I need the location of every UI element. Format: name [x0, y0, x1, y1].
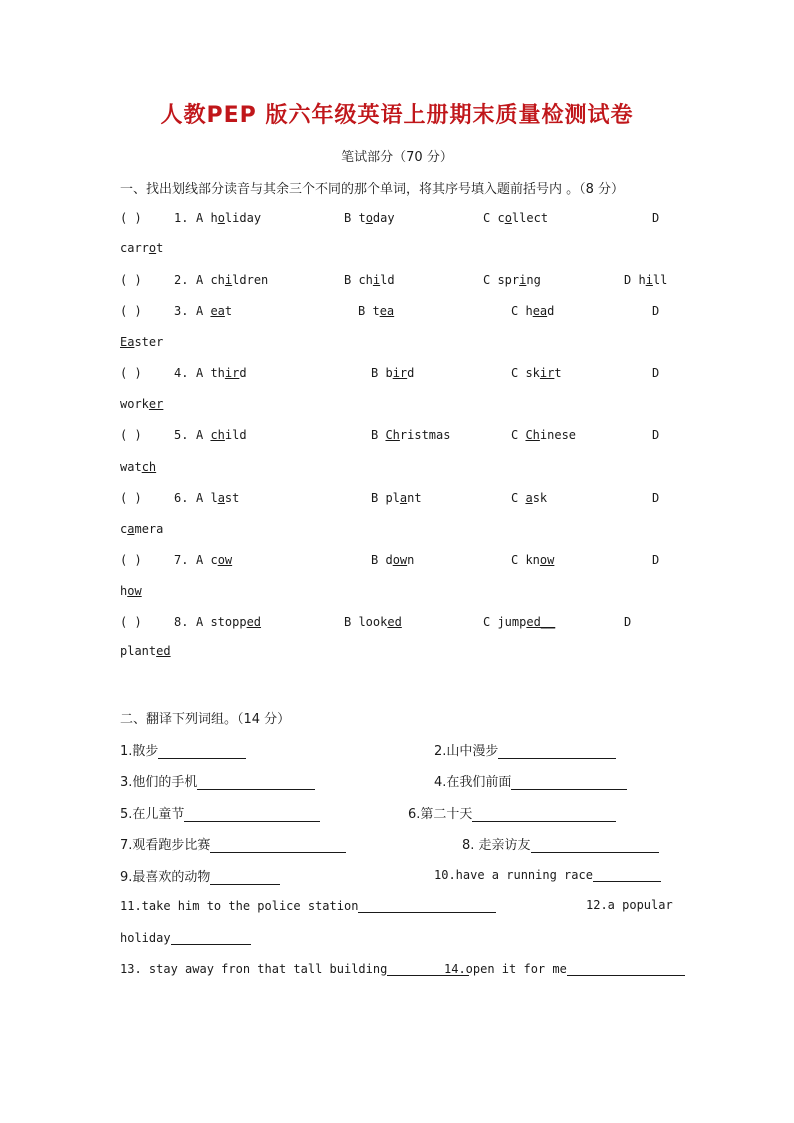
- question-number: 6.: [174, 491, 189, 505]
- question-number: 2.: [174, 273, 189, 287]
- translation-item-3: [120, 771, 315, 790]
- translation-item-2: [434, 740, 616, 759]
- option-d: planted: [120, 644, 171, 658]
- answer-blank[interactable]: [210, 870, 280, 885]
- translation-prompt: 2.山中漫步: [434, 744, 499, 759]
- answer-blank[interactable]: [472, 807, 616, 822]
- underlined-letters: ea: [379, 304, 395, 318]
- underlined-letters: ed__: [526, 615, 556, 629]
- underlined-letters: er: [148, 397, 164, 411]
- translation-prompt: 3.他们的手机: [120, 775, 198, 790]
- translation-prompt: 5.在儿童节: [120, 807, 185, 822]
- page-title: 人教PEP 版六年级英语上册期末质量检测试卷: [160, 103, 634, 128]
- option-d-label: D: [652, 211, 660, 225]
- option-d-label: D: [652, 428, 660, 442]
- translation-item-7: [120, 834, 346, 853]
- option-a: A children: [196, 273, 269, 287]
- section2-heading: 二、翻译下列词组。（14 分）: [120, 712, 291, 727]
- option-d: Easter: [120, 335, 164, 349]
- translation-item-12: [586, 898, 673, 912]
- underlined-letters: a: [217, 491, 225, 505]
- translation-item-14: [444, 961, 685, 976]
- answer-blank[interactable]: [567, 961, 685, 976]
- answer-blank[interactable]: [358, 898, 496, 913]
- option-b: B today: [344, 211, 395, 225]
- option-a: A child: [196, 428, 247, 442]
- option-c: C collect: [483, 211, 549, 225]
- question-number: 8.: [174, 615, 189, 629]
- question-number: 1.: [174, 211, 189, 225]
- underlined-letters: i: [372, 273, 381, 287]
- translation-item-4: [434, 771, 627, 790]
- answer-blank[interactable]: [593, 867, 661, 882]
- option-d: camera: [120, 522, 164, 536]
- option-a: A cow: [196, 553, 233, 567]
- option-d-label: D: [652, 304, 660, 318]
- underlined-letters: ow: [392, 553, 408, 567]
- option-a: A holiday: [196, 211, 262, 225]
- answer-bracket[interactable]: ( ): [120, 553, 142, 567]
- answer-bracket[interactable]: ( ): [120, 273, 142, 287]
- question-number: 3.: [174, 304, 189, 318]
- underlined-letters: ow: [217, 553, 233, 567]
- translation-prompt: holiday: [120, 931, 171, 945]
- translation-prompt: 11.take him to the police station: [120, 899, 359, 913]
- underlined-letters: a: [399, 491, 408, 505]
- translation-prompt: 13. stay away fron that tall building: [120, 962, 388, 976]
- option-d: how: [120, 584, 142, 598]
- underlined-letters: i: [519, 273, 527, 287]
- underlined-letters: Ch: [385, 428, 400, 442]
- option-a: A last: [196, 491, 240, 505]
- section1-heading: 一、找出划线部分读音与其余三个不同的那个单词，将其序号填入题前括号内 。（8 分）: [120, 182, 625, 197]
- option-b: B Christmas: [371, 428, 451, 442]
- answer-blank[interactable]: [184, 807, 320, 822]
- translation-item-13: [120, 961, 469, 976]
- option-d-label: D: [624, 615, 632, 629]
- answer-bracket[interactable]: ( ): [120, 615, 142, 629]
- option-d: D hill: [624, 273, 668, 287]
- answer-bracket[interactable]: ( ): [120, 304, 142, 318]
- question-number: 7.: [174, 553, 189, 567]
- option-b: B down: [371, 553, 415, 567]
- option-c: C head: [511, 304, 555, 318]
- underlined-letters: i: [224, 273, 233, 287]
- underlined-letters: Ch: [525, 428, 540, 442]
- underlined-letters: ir: [392, 366, 408, 380]
- underlined-letters: ea: [210, 304, 225, 318]
- option-c: C spring: [483, 273, 541, 287]
- translation-prompt: 6.第二十天: [408, 807, 473, 822]
- translation-prompt: 1.散步: [120, 744, 159, 759]
- underlined-letters: a: [525, 491, 533, 505]
- underlined-letters: ow: [539, 553, 555, 567]
- translation-item-12-cont: [120, 930, 251, 945]
- underlined-letters: o: [365, 211, 373, 225]
- underlined-letters: a: [127, 522, 135, 536]
- translation-item-11: [120, 898, 496, 913]
- question-number: 4.: [174, 366, 189, 380]
- option-d: watch: [120, 460, 157, 474]
- translation-prompt: 7.观看跑步比赛: [120, 838, 211, 853]
- translation-prompt: 14.open it for me: [444, 962, 567, 976]
- option-d: worker: [120, 397, 164, 411]
- underlined-letters: ed: [387, 615, 402, 629]
- option-b: B tea: [358, 304, 395, 318]
- option-d-label: D: [652, 491, 660, 505]
- translation-prompt: 10.have a running race: [434, 868, 593, 882]
- underlined-letters: ch: [210, 428, 225, 442]
- option-b: B plant: [371, 491, 422, 505]
- answer-bracket[interactable]: ( ): [120, 366, 142, 380]
- answer-blank[interactable]: [498, 744, 616, 759]
- option-d-label: D: [652, 553, 660, 567]
- translation-prompt: 8. 走亲访友: [462, 838, 531, 853]
- option-a: A stopped: [196, 615, 262, 629]
- translation-item-8: [462, 834, 659, 853]
- underlined-letters: o: [148, 241, 157, 255]
- option-d-word: ill: [645, 273, 668, 287]
- translation-item-10: [434, 867, 661, 882]
- translation-prompt: 4.在我们前面: [434, 775, 512, 790]
- translation-item-1: [120, 740, 246, 759]
- option-a: A third: [196, 366, 247, 380]
- option-b: B child: [344, 273, 395, 287]
- option-a: A eat: [196, 304, 233, 318]
- question-number: 5.: [174, 428, 189, 442]
- option-d-label: D: [652, 366, 660, 380]
- answer-blank[interactable]: [531, 838, 659, 853]
- underlined-letters: o: [217, 211, 225, 225]
- underlined-letters: i: [645, 273, 653, 287]
- translation-item-5: [120, 803, 320, 822]
- underlined-letters: ed: [246, 615, 262, 629]
- underlined-letters: ow: [127, 584, 142, 598]
- underlined-letters: ir: [539, 366, 555, 380]
- translation-item-6: [408, 803, 616, 822]
- answer-blank[interactable]: [210, 838, 346, 853]
- underlined-letters: ch: [141, 460, 157, 474]
- underlined-letters: ed: [156, 644, 171, 658]
- answer-blank[interactable]: [511, 775, 627, 790]
- answer-blank[interactable]: [197, 775, 315, 790]
- option-c: C Chinese: [511, 428, 577, 442]
- answer-bracket[interactable]: ( ): [120, 428, 142, 442]
- underlined-letters: Ea: [120, 335, 135, 349]
- answer-bracket[interactable]: ( ): [120, 211, 142, 225]
- translation-prompt: 12.a popular: [586, 898, 673, 912]
- answer-blank[interactable]: [171, 930, 251, 945]
- page-subtitle: 笔试部分（70 分）: [341, 150, 453, 165]
- translation-prompt: 9.最喜欢的动物: [120, 870, 211, 885]
- translation-item-9: [120, 866, 280, 885]
- option-c: C know: [511, 553, 555, 567]
- option-c: C ask: [511, 491, 548, 505]
- option-b: B bird: [371, 366, 415, 380]
- underlined-letters: o: [504, 211, 512, 225]
- option-b: B looked: [344, 615, 402, 629]
- answer-blank[interactable]: [158, 744, 246, 759]
- answer-bracket[interactable]: ( ): [120, 491, 142, 505]
- option-d: carrot: [120, 241, 164, 255]
- underlined-letters: ea: [532, 304, 548, 318]
- underlined-letters: ir: [224, 366, 240, 380]
- option-c: C jumped__: [483, 615, 556, 629]
- option-c: C skirt: [511, 366, 562, 380]
